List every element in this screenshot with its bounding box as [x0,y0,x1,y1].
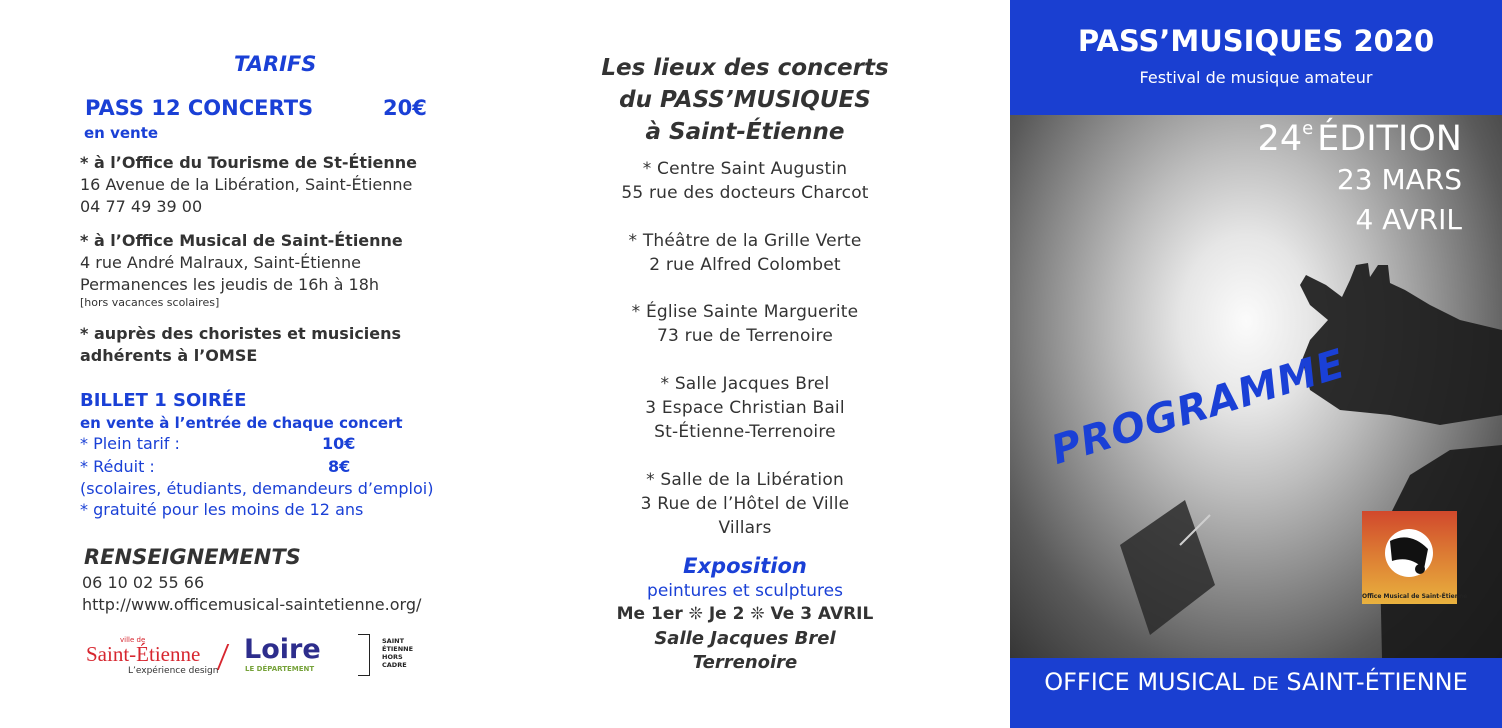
choristes-block [80,323,401,367]
saint-etienne-logo-small: ville de [120,636,146,644]
billet-subtitle: en vente à l’entrée de chaque concert [80,414,403,432]
date-start: 23 MARS [1336,163,1462,196]
exposition-town: Terrenoire [692,652,798,673]
cover-footer-part-1: OFFICE MUSICAL [1044,668,1253,696]
venue-1-address: 55 rue des docteurs Charcot [621,183,869,203]
hors-cadre-bracket [358,634,370,676]
billet-plein-label: * Plein tarif : [80,434,180,453]
music-stand [1120,500,1215,635]
billet-gratuite: * gratuité pour les moins de 12 ans [80,500,364,519]
date-end: 4 AVRIL [1355,203,1462,236]
pass12-title: PASS 12 CONCERTS [85,96,314,120]
saint-etienne-logo-tagline: L’expérience design [128,666,219,676]
office-tourisme-address: 16 Avenue de la Libération, Saint-Étienne [80,175,413,194]
venue-2-name: * Théâtre de la Grille Verte [628,231,862,251]
omse-logo-text: Office Musical de Saint-Étienne [1362,593,1468,600]
exposition-title: Exposition [683,554,807,578]
billet-reduit-price: 8€ [328,457,351,476]
office-musical-address: 4 rue André Malraux, Saint-Étienne [80,253,361,272]
renseignements-phone: 06 10 02 55 66 [82,573,205,592]
venue-5-name: * Salle de la Libération [646,470,844,490]
cover-footer [1010,668,1502,696]
exposition-place: Salle Jacques Brel [654,628,836,649]
cover-panel [1010,0,1502,728]
office-tourisme-title: * à l’Office du Tourisme de St-Étienne [80,153,418,172]
exposition-dates: Me 1er ❊ Je 2 ❊ Ve 3 AVRIL [616,604,874,624]
tarifs-panel [0,0,510,728]
loire-logo-sub: LE DÉPARTEMENT [245,665,315,673]
office-tourisme-phone: 04 77 49 39 00 [80,197,203,216]
venue-2-address: 2 rue Alfred Colombet [649,255,841,275]
lieux-title-line-1: Les lieux des concerts [601,55,889,81]
pass12-price: 20€ [383,96,427,120]
hors-cadre-text [382,637,413,669]
saint-etienne-logo-slash [217,644,230,670]
omse-logo-dot [1415,564,1425,574]
edition-sup: e [1302,118,1314,139]
hors-cadre-line-3: HORS [382,653,403,661]
choristes-line-2: adhérents à l’OMSE [80,346,258,365]
office-tourisme-block [80,152,417,218]
lieux-title-line-2: du PASS’MUSIQUES [619,87,871,113]
office-musical-title: * à l’Office Musical de Saint-Étienne [80,231,403,250]
lieux-title-line-3: à Saint-Étienne [645,119,845,145]
hors-cadre-logo [358,634,438,678]
venue-3-name: * Église Sainte Marguerite [631,302,859,322]
exposition-subtitle: peintures et sculptures [647,581,843,601]
loire-logo-name: Loire [244,634,321,665]
tarifs-heading: TARIFS [234,52,317,76]
office-musical-block [80,230,403,310]
hors-cadre-line-1: SAINT [382,637,405,645]
edition-word: ÉDITION [1317,119,1462,159]
saint-etienne-logo [86,636,236,680]
saint-etienne-logo-name: Saint-Étienne [86,642,201,666]
cover-footer-part-2: DE [1252,673,1279,695]
loire-logo [244,636,334,676]
programme-label: PROGRAMME [1046,340,1351,474]
venue-3-address: 73 rue de Terrenoire [656,326,833,346]
cover-footer-part-3: SAINT-ÉTIENNE [1278,668,1468,696]
billet-title: BILLET 1 SOIRÉE [80,390,247,411]
renseignements-url[interactable]: http://www.officemusical-saintetienne.org/ [82,595,422,614]
venue-4-town: St-Étienne-Terrenoire [654,422,836,442]
hors-cadre-line-2: ÉTIENNE [382,645,414,653]
venue-4-address: 3 Espace Christian Bail [645,398,845,418]
billet-plein-price: 10€ [322,434,356,453]
hors-cadre-line-4: CADRE [382,661,407,669]
choristes-line-1: * auprès des choristes et musiciens [80,324,402,343]
venue-5-town: Villars [718,518,772,538]
pass12-subtitle: en vente [84,124,159,142]
edition-number: 24 [1257,119,1303,159]
billet-reduit-note: (scolaires, étudiants, demandeurs d’emploi) [80,479,434,498]
office-musical-note: [hors vacances scolaires] [80,296,220,309]
office-musical-hours: Permanences les jeudis de 16h à 18h [80,275,380,294]
edition-label [1258,118,1462,159]
cover-subtitle: Festival de musique amateur [1139,68,1373,87]
venue-5-address: 3 Rue de l’Hôtel de Ville [640,494,850,514]
cover-title: PASS’MUSIQUES 2020 [1077,24,1435,58]
venue-4-name: * Salle Jacques Brel [660,374,830,394]
omse-logo [1362,511,1468,604]
billet-reduit-label: * Réduit : [80,457,155,476]
renseignements-heading: RENSEIGNEMENTS [84,545,301,569]
venue-1-name: * Centre Saint Augustin [642,159,848,179]
omse-logo-mark [1362,511,1468,604]
